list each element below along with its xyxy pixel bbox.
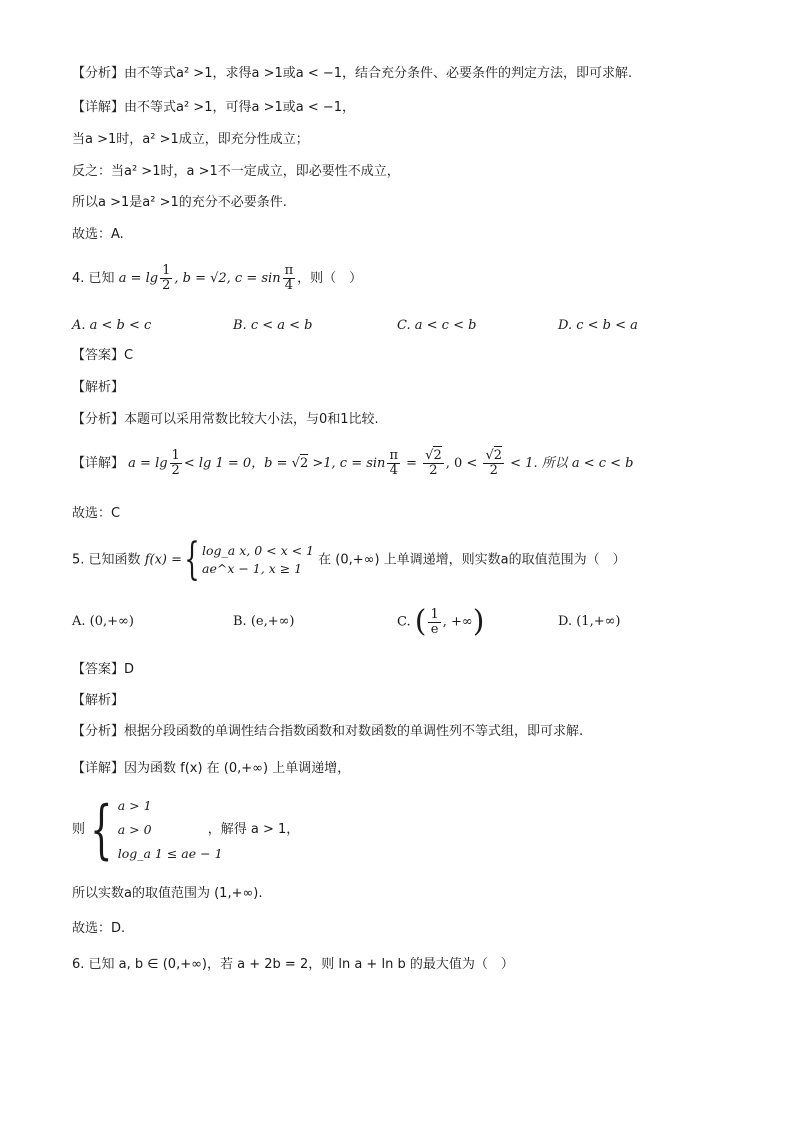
detail-equals: =	[401, 456, 422, 471]
detail-fraction-sqrt2-half-2	[483, 449, 504, 478]
q4-answer: 【答案】C	[72, 348, 134, 363]
inequality-two: a > 0	[117, 822, 152, 837]
q4-fraction-pi	[283, 264, 296, 293]
q3-analysis: 【分析】由不等式a² >1，求得a >1或a < −1，结合充分条件、必要条件的判定方法，即可求解.	[72, 66, 633, 81]
fraction-numerator: 1	[162, 263, 171, 278]
q5-stem	[72, 534, 626, 585]
sqrt-symbol: √	[291, 456, 300, 471]
inequality-three: log_a 1 ≤ ae − 1	[117, 846, 223, 861]
detail-label: 【详解】	[72, 456, 125, 471]
q5-option-d[interactable]: D. (1,+∞)	[558, 614, 621, 629]
right-paren: )	[472, 604, 485, 639]
q5-number: 5. 已知函数	[72, 552, 141, 568]
detail-compare-b: >1, c = sin	[308, 456, 386, 471]
fraction-denominator: 4	[389, 463, 398, 478]
case-one: log_a x, 0 < x < 1	[202, 543, 314, 558]
fraction-denominator: 2	[429, 463, 438, 478]
q5-answer: 【答案】D	[72, 662, 135, 677]
fraction-numerator: 1	[171, 448, 180, 463]
q4-a-definition: a = lg	[118, 271, 159, 286]
q4-detail	[72, 446, 634, 482]
q3-necessity: 反之：当a² >1时，a >1不一定成立，即必要性不成立，	[72, 164, 400, 179]
q5-suffix: 在 (0,+∞) 上单调递增，则实数a的取值范围为（ ）	[318, 552, 626, 568]
detail-conclusion: < 1. 所以 a < c < b	[506, 456, 634, 471]
q3-choice: 故选：A.	[72, 227, 124, 242]
q3-conclusion: 所以a >1是a² >1的充分不必要条件.	[72, 195, 287, 210]
inequality-one: a > 1	[117, 798, 152, 813]
detail-fraction-sqrt2-half	[423, 449, 444, 478]
q3-sufficiency: 当a >1时，a² >1成立，即充分性成立；	[72, 132, 309, 147]
q3-detail: 【详解】由不等式a² >1，可得a >1或a < −1，	[72, 100, 356, 115]
then-label: 则	[72, 822, 86, 837]
q4-choice: 故选：C	[72, 506, 121, 521]
left-brace: {	[184, 534, 200, 585]
q4-fraction-half	[160, 264, 172, 293]
system-brace: {	[90, 793, 113, 867]
q5-system	[72, 794, 299, 866]
detail-a: a = lg	[128, 456, 168, 471]
option-c-tail: , +∞	[442, 614, 473, 630]
fraction-numerator: 1	[430, 606, 439, 622]
fraction-numerator: π	[284, 263, 294, 278]
q5-function: f(x) =	[144, 552, 182, 568]
detail-zero-less: , 0 <	[445, 456, 482, 471]
q4-explanation-heading: 【解析】	[72, 380, 125, 395]
fraction-numerator: √2	[485, 448, 503, 463]
q5-range: 所以实数a的取值范围为 (1,+∞).	[72, 886, 263, 901]
q4-option-d[interactable]: D. c < b < a	[558, 318, 638, 333]
fraction-denominator: 2	[489, 463, 498, 478]
q5-detail: 【详解】因为函数 f(x) 在 (0,+∞) 上单调递增，	[72, 761, 351, 776]
piecewise-cases	[202, 542, 314, 578]
q4-number: 4. 已知	[72, 271, 115, 286]
q5-choice: 故选：D.	[72, 921, 126, 936]
solve-result: ，解得 a > 1，	[207, 822, 300, 837]
sqrt-radicand: 2	[433, 448, 442, 463]
fraction-denominator: 2	[162, 278, 171, 293]
q4-option-b[interactable]: B. c < a < b	[233, 318, 313, 333]
q5-option-b[interactable]: B. (e,+∞)	[233, 614, 295, 629]
fraction-numerator: π	[389, 448, 398, 463]
q5-option-a[interactable]: A. (0,+∞)	[72, 614, 134, 629]
fraction-denominator: 4	[284, 278, 293, 293]
detail-fraction-half	[170, 449, 182, 478]
q5-explanation-heading: 【解析】	[72, 693, 125, 708]
fraction-denominator: e	[430, 621, 439, 637]
left-paren: (	[414, 604, 427, 639]
q4-bc-definition: , b = √2, c = sin	[174, 271, 281, 286]
sqrt-radicand: 2	[493, 448, 503, 463]
sqrt-radicand: 2	[299, 456, 309, 471]
inequality-system	[117, 794, 223, 866]
detail-compare-a: < lg 1 = 0，b =	[183, 456, 292, 471]
q4-stem	[72, 262, 362, 296]
case-two: ae^x − 1, x ≥ 1	[202, 561, 303, 576]
detail-fraction-pi	[387, 449, 400, 478]
q5-analysis: 【分析】根据分段函数的单调性结合指数函数和对数函数的单调性列不等式组，即可求解.	[72, 724, 584, 739]
q5-option-c[interactable]	[397, 600, 484, 645]
q4-analysis: 【分析】本题可以采用常数比较大小法，与0和1比较.	[72, 412, 379, 427]
q4-option-a[interactable]: A. a < b < c	[72, 318, 152, 333]
option-c-fraction	[428, 608, 440, 637]
fraction-denominator: 2	[171, 463, 180, 478]
q6-stem: 6. 已知 a, b ∈ (0,+∞)，若 a + 2b = 2，则 ln a + ln b 的最大值为（ ）	[72, 957, 514, 972]
fraction-numerator: √2	[425, 448, 442, 463]
q4-option-c[interactable]: C. a < c < b	[397, 318, 477, 333]
option-letter: C.	[397, 614, 411, 630]
q4-suffix: ，则（ ）	[297, 271, 363, 286]
